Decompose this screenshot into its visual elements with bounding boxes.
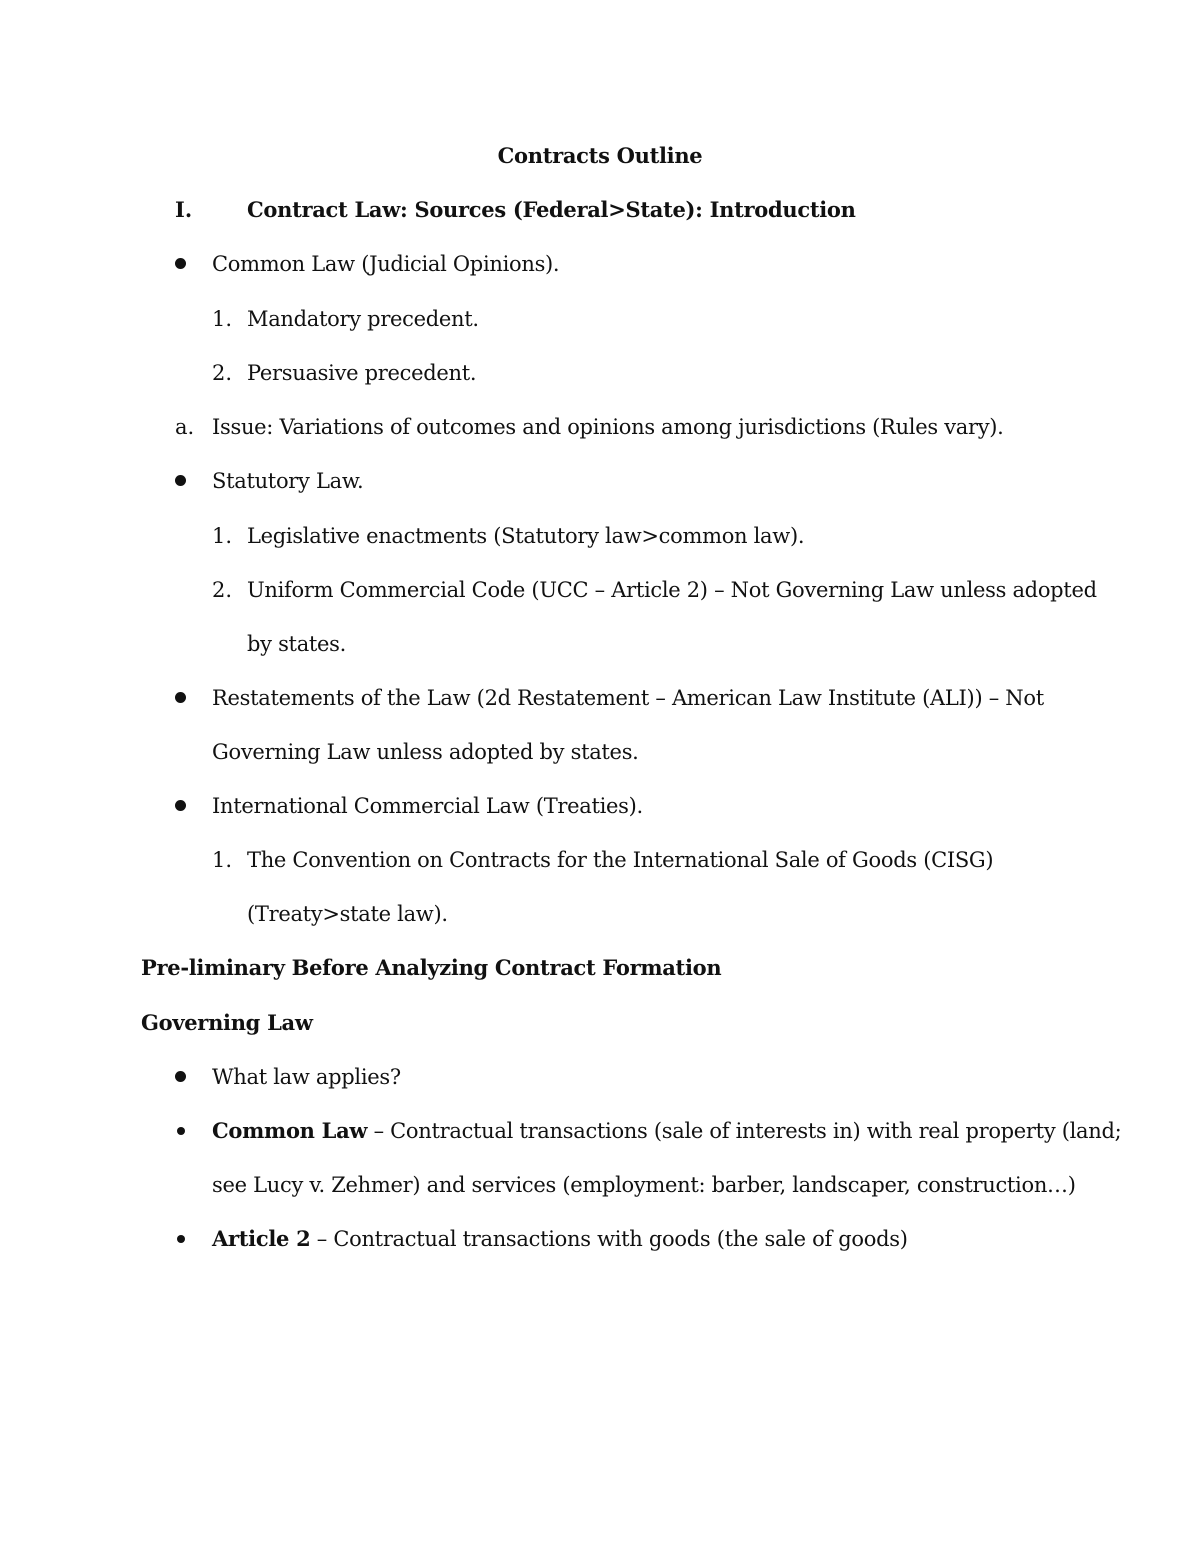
common-law-governing	[212, 1117, 1121, 1145]
list-item: Uniform Commercial Code (UCC – Article 2) – Not Governing Law unless adopted	[247, 578, 1097, 602]
bullet-icon	[175, 800, 186, 811]
document-title: Contracts Outline	[497, 143, 703, 168]
list-letter: a.	[175, 415, 195, 439]
statutory-law-label: Statutory Law.	[212, 469, 364, 493]
list-item-continuation: (Treaty>state law).	[247, 902, 448, 926]
list-number: 1.	[212, 307, 233, 331]
bullet-icon	[175, 475, 186, 486]
common-law-term: Common Law	[212, 1118, 368, 1143]
governing-law-heading: Governing Law	[141, 1010, 313, 1035]
issue-text: Issue: Variations of outcomes and opinions among jurisdictions (Rules vary).	[212, 415, 1004, 439]
international-label: International Commercial Law (Treaties).	[212, 794, 643, 818]
common-law-label: Common Law (Judicial Opinions).	[212, 252, 560, 276]
bullet-icon	[177, 1235, 185, 1243]
preliminary-heading: Pre-liminary Before Analyzing Contract Formation	[141, 955, 722, 980]
common-law-description: – Contractual transactions (sale of interests in) with real property (land;	[367, 1119, 1122, 1143]
list-item: Mandatory precedent.	[247, 307, 479, 331]
article2-description: – Contractual transactions with goods (the sale of goods)	[310, 1227, 908, 1251]
list-item: Legislative enactments (Statutory law>common law).	[247, 524, 805, 548]
governing-question: What law applies?	[212, 1065, 401, 1089]
list-item: Persuasive precedent.	[247, 361, 477, 385]
list-number: 1.	[212, 848, 233, 872]
section-heading: Contract Law: Sources (Federal>State): Introduction	[247, 197, 856, 222]
restatements-continuation: Governing Law unless adopted by states.	[212, 740, 639, 764]
common-law-continuation: see Lucy v. Zehmer) and services (employment: barber, landscaper, construction…)	[212, 1173, 1076, 1197]
bullet-icon	[175, 1071, 186, 1082]
list-number: 2.	[212, 578, 233, 602]
list-item-continuation: by states.	[247, 632, 347, 656]
article2-term: Article 2	[212, 1226, 311, 1251]
bullet-icon	[175, 692, 186, 703]
list-item: The Convention on Contracts for the International Sale of Goods (CISG)	[247, 848, 994, 872]
bullet-icon	[177, 1127, 185, 1135]
list-number: 1.	[212, 524, 233, 548]
bullet-icon	[175, 258, 186, 269]
section-numeral: I.	[175, 197, 193, 222]
restatements-text: Restatements of the Law (2d Restatement – American Law Institute (ALI)) – Not	[212, 686, 1044, 710]
list-number: 2.	[212, 361, 233, 385]
article2-governing	[212, 1225, 908, 1253]
